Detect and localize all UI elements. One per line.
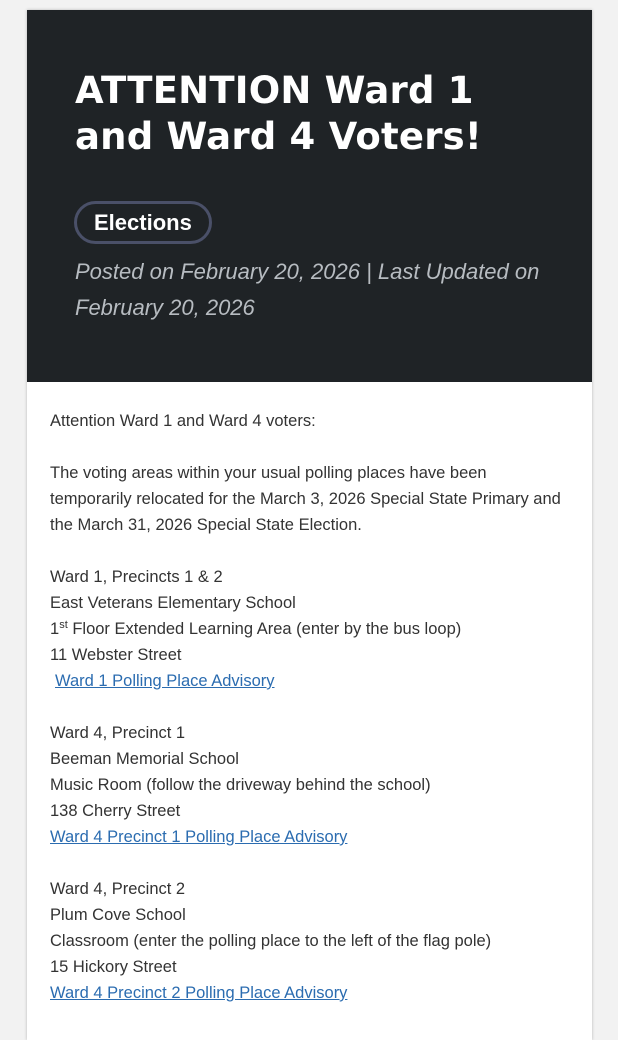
location-school: Plum Cove School bbox=[50, 906, 186, 924]
room-floor-number: 1 bbox=[50, 620, 60, 638]
location-room: Classroom (enter the polling place to the left of the flag pole) bbox=[50, 932, 492, 950]
location-school: Beeman Memorial School bbox=[50, 750, 239, 768]
room-floor-suffix: st bbox=[59, 619, 68, 631]
ward4-precinct1-advisory-link[interactable]: Ward 4 Precinct 1 Polling Place Advisory bbox=[50, 828, 348, 846]
ward4-precinct2-advisory-link[interactable]: Ward 4 Precinct 2 Polling Place Advisory bbox=[50, 984, 348, 1002]
location-school: East Veterans Elementary School bbox=[50, 594, 296, 612]
ward1-advisory-link[interactable]: Ward 1 Polling Place Advisory bbox=[55, 672, 275, 690]
location-ward1 bbox=[50, 564, 569, 694]
article-body bbox=[27, 382, 592, 1006]
page-title: ATTENTION Ward 1 and Ward 4 Voters! bbox=[75, 69, 482, 158]
location-ward4-precinct2 bbox=[50, 876, 569, 1006]
location-ward: Ward 1, Precincts 1 & 2 bbox=[50, 568, 223, 586]
category-tag-elections[interactable]: Elections bbox=[74, 201, 212, 244]
location-address: 138 Cherry Street bbox=[50, 802, 181, 820]
intro-text: The voting areas within your usual polling places have been temporarily relocated for the March 3, 2026 Special State Primary and the March 31, 2026 Special State Election. bbox=[50, 464, 561, 534]
location-address: 15 Hickory Street bbox=[50, 958, 177, 976]
location-ward: Ward 4, Precinct 2 bbox=[50, 880, 186, 898]
location-ward4-precinct1 bbox=[50, 720, 569, 850]
location-room: Music Room (follow the driveway behind the school) bbox=[50, 776, 431, 794]
location-room bbox=[50, 616, 569, 642]
location-address: 11 Webster Street bbox=[50, 646, 182, 664]
article-card bbox=[27, 10, 592, 1040]
location-ward: Ward 4, Precinct 1 bbox=[50, 724, 186, 742]
room-description: Floor Extended Learning Area (enter by the bus loop) bbox=[67, 620, 462, 638]
article-header bbox=[27, 10, 592, 382]
greeting-text: Attention Ward 1 and Ward 4 voters: bbox=[50, 412, 316, 430]
posted-date: Posted on February 20, 2026 | Last Updated on February 20, 2026 bbox=[75, 259, 540, 320]
